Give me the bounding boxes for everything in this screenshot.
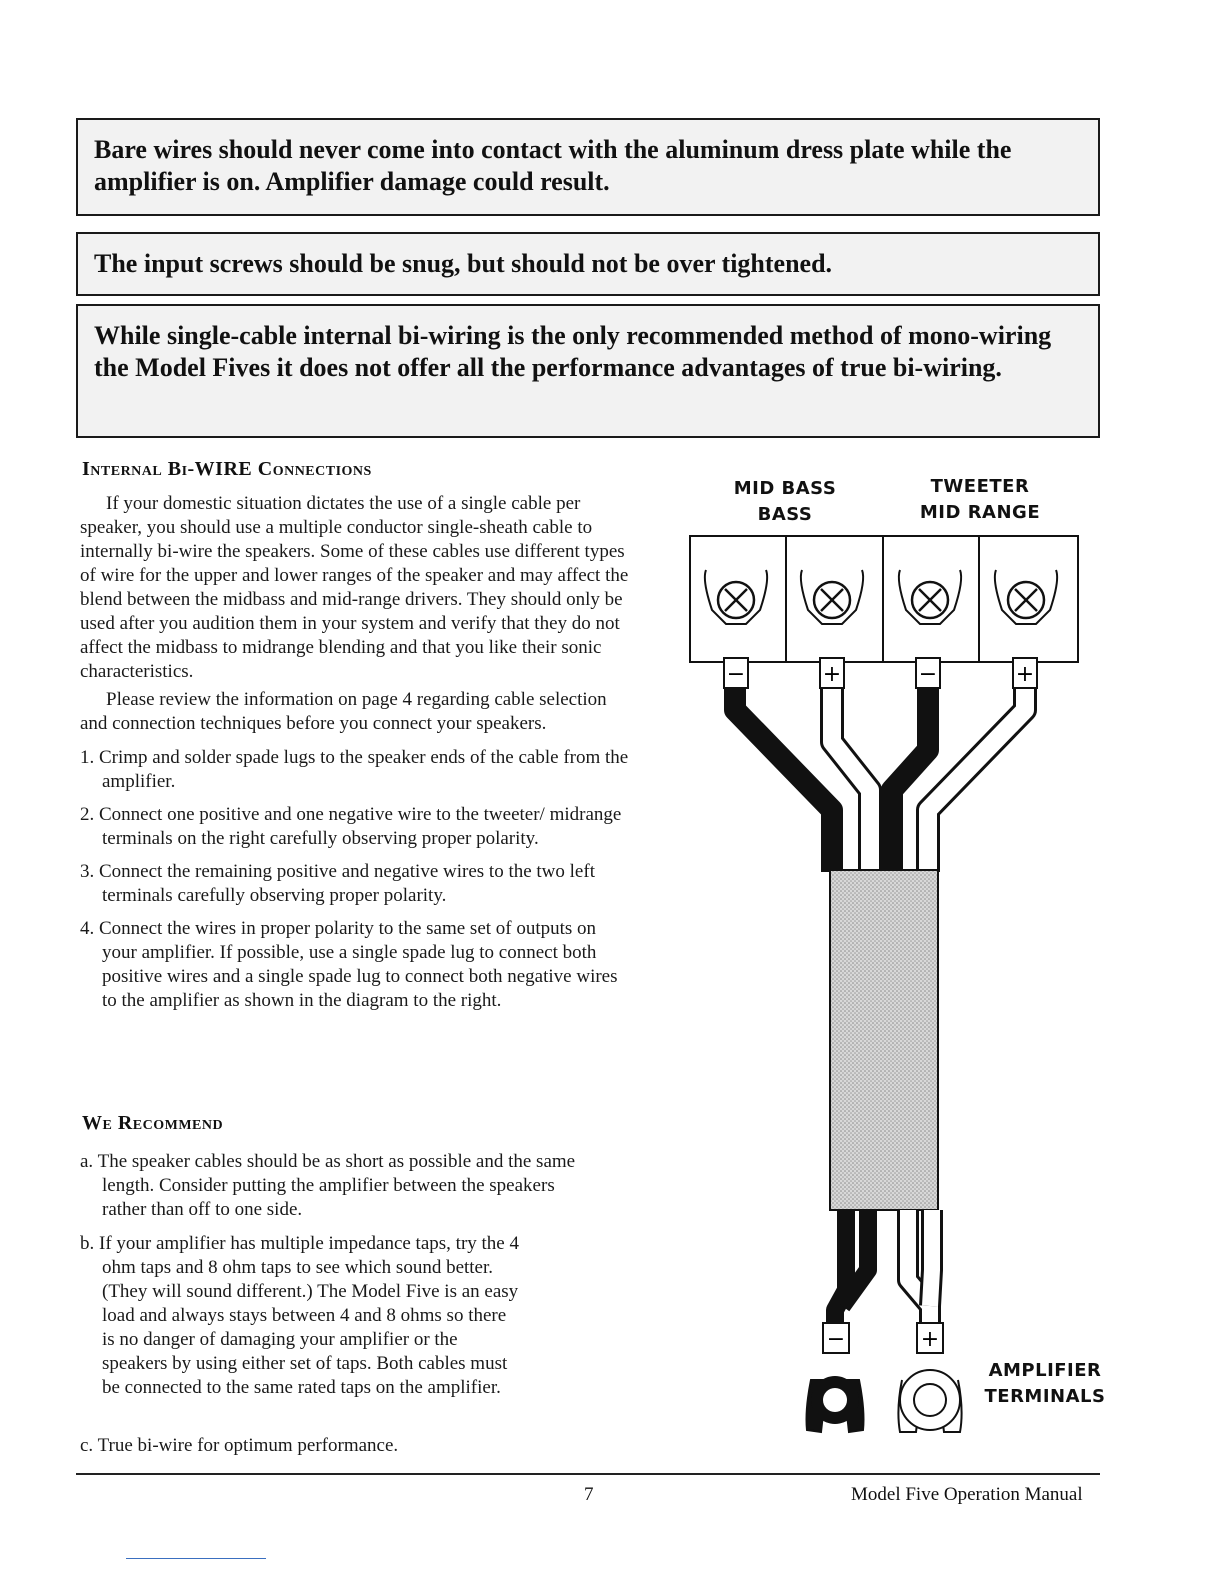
recommend-item-b [80, 1232, 520, 1409]
label-terminals: TERMINALS [984, 1386, 1106, 1407]
wire-positive-amp [908, 1210, 932, 1330]
sign-amp-negative: − [826, 1327, 846, 1352]
label-mid-bass: MID BASS [733, 478, 837, 499]
recommend-item-a [80, 1150, 590, 1231]
page-number: 7 [584, 1484, 594, 1505]
sign-amp-positive: + [920, 1327, 940, 1352]
note-callout-single-cable: While single-cable internal bi-wiring is the only recommended method of mono-wiring the Model Fives it does not offer all the performance advantages of true bi-wiring. [76, 304, 1100, 438]
label-mid-range: MID RANGE [919, 502, 1041, 523]
internal-biwire-body [80, 492, 630, 1022]
note-callout-input-screws: The input screws should be snug, but should not be over tightened. [76, 232, 1100, 296]
section-heading-internal-biwire: Internal Bi-WIRE Connections [82, 458, 372, 480]
wire-positive-mid [928, 688, 1025, 872]
sign-terminal-1: − [726, 662, 746, 687]
footer-title: Model Five Operation Manual [851, 1484, 1083, 1505]
sign-terminal-4: + [1015, 662, 1035, 687]
step-item: 3. Connect the remaining positive and negative wires to the two left terminals carefully observing proper polarity. [80, 861, 595, 906]
label-tweeter: TWEETER [930, 476, 1030, 497]
step-item: 2. Connect one positive and one negative wire to the tweeter/ midrange terminals on the right carefully observing proper polarity. [80, 804, 622, 849]
wire-negative-amp [835, 1210, 868, 1330]
bottom-divider [126, 1558, 266, 1559]
recommend-item-c [80, 1434, 520, 1467]
wiring-drawing [680, 470, 1120, 1470]
recommend-item: c. True bi-wire for optimum performance. [80, 1435, 399, 1456]
warning-callout-bare-wires: Bare wires should never come into contact with the aluminum dress plate while the amplifier is on. Amplifier damage could result. [76, 118, 1100, 216]
amp-terminal-negative [807, 1376, 864, 1432]
biwire-wiring-diagram [680, 470, 1120, 1470]
paragraph: Please review the information on page 4 regarding cable selection and connection techniques before you connect your speakers. [80, 689, 607, 734]
paragraph: If your domestic situation dictates the use of a single cable per speaker, you should use a multiple conductor single-sheath cable to internally bi-wire the speakers. Some of these cables use different types of wire for the upper and lower ranges of the speaker and may affect the blend between the midbass and mid-range drivers. They should only be used after you audition them in your system and verify that they do not affect the midbass to midrange blending and that you like their sonic characteristics. [80, 493, 629, 682]
cable-sheath [830, 870, 938, 1210]
sign-terminal-3: − [918, 662, 938, 687]
label-bass: BASS [757, 504, 813, 525]
footer-rule [76, 1473, 1100, 1475]
recommend-item: b. If your amplifier has multiple impedance taps, try the 4 ohm taps and 8 ohm taps to see which sound better. (They will sound different.) The Model Five is an easy load and always stays between 4 and 8 ohms so there is no danger of damaging your amplifier or the speakers by using either set of taps. Both cables must be connected to the same rated taps on the amplifier. [80, 1233, 519, 1398]
step-item: 4. Connect the wires in proper polarity to the same set of outputs on your amplifier. If possible, use a single spade lug to connect both positive wires and a single spade lug to connect both negative wires to the amplifier as shown in the diagram to the right. [80, 918, 618, 1011]
recommend-item: a. The speaker cables should be as short as possible and the same length. Consider putting the amplifier between the speakers rather than off to one side. [80, 1151, 576, 1220]
step-item: 1. Crimp and solder spade lugs to the speaker ends of the cable from the amplifier. [80, 747, 629, 792]
sign-terminal-2: + [822, 662, 842, 687]
label-amplifier: AMPLIFIER [988, 1360, 1102, 1381]
wire-negative-bass [735, 688, 832, 872]
section-heading-we-recommend: We Recommend [82, 1112, 224, 1134]
amp-terminal-positive [898, 1370, 961, 1432]
